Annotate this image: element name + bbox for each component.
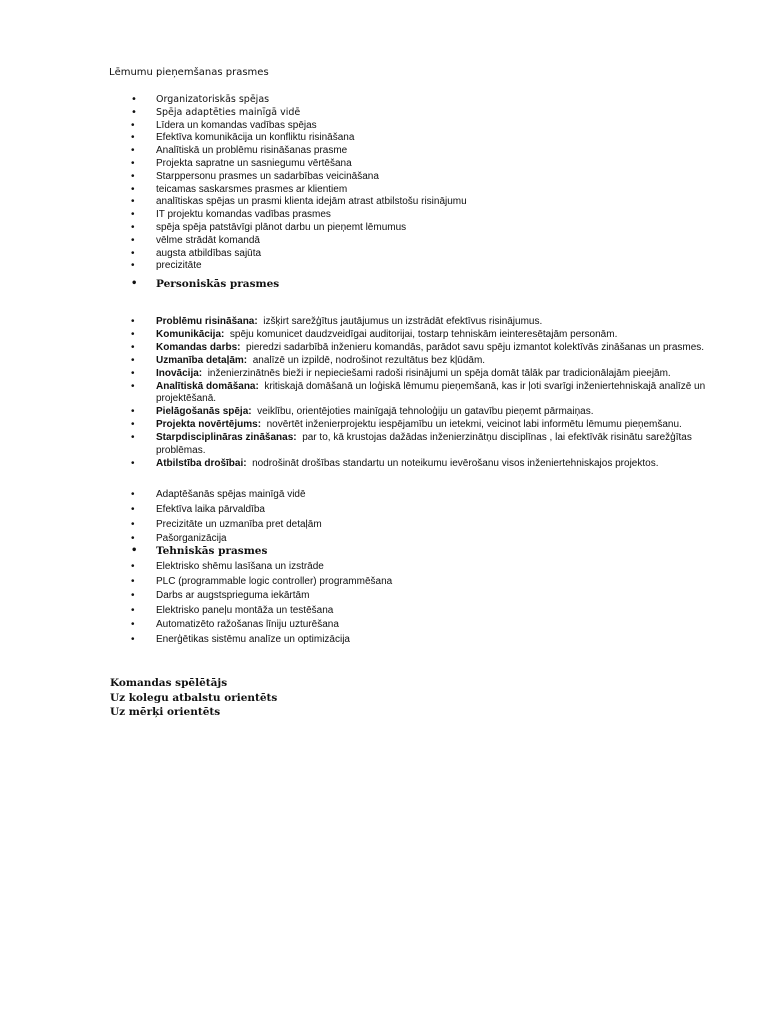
bullet-icon: • — [131, 341, 135, 353]
list-item — [131, 183, 716, 197]
detail-term: Uzmanība detaļām: — [156, 354, 248, 366]
list-item-text: spēja spēja patstāvīgi plānot darbu un pieņemt lēmumus — [156, 221, 407, 233]
section-heading — [131, 545, 716, 558]
bullet-icon: • — [131, 575, 135, 587]
list-item — [131, 209, 716, 222]
bullet-icon: • — [131, 432, 135, 444]
detail-text: kritiskajā domāšanā un loģiskā lēmumu pieņemšanā, kas ir ļoti svarīgi inženiertehniskajā analīzē un projektēšanā. — [156, 380, 706, 405]
bullet-icon: • — [131, 518, 135, 530]
list-item — [131, 106, 716, 120]
bullet-icon: • — [131, 196, 135, 208]
list-item-text: Precizitāte un uzmanība pret detaļām — [156, 518, 322, 530]
list-item-text: Automatizēto ražošanas līniju uzturēšana — [156, 619, 339, 631]
detail-text: nodrošināt drošības standartu un noteikumu ievērošanu visos inženiertehniskajos projektos. — [252, 457, 659, 469]
detail-text: par to, kā krustojas dažādas inženierzinātņu disciplīnas , lai efektīvāk risinātu sarežģītas problēmas. — [156, 432, 692, 457]
list-item — [131, 132, 716, 145]
list-item — [131, 260, 716, 273]
list-item — [131, 119, 716, 133]
list-item-text: analītiskas spējas un prasmi klienta idejām atrast atbilstošu risinājumu — [156, 196, 467, 208]
list-item — [131, 170, 716, 184]
bullet-icon: • — [131, 619, 135, 631]
detail-term: Komunikācija: — [156, 328, 225, 340]
detail-item — [131, 432, 716, 458]
detail-item — [131, 328, 716, 342]
list-item-text: Efektīva laika pārvaldība — [156, 503, 265, 515]
list-item — [131, 196, 716, 209]
list-item — [131, 157, 716, 171]
detail-item — [131, 406, 716, 419]
list-item — [131, 221, 716, 235]
bullet-icon: • — [131, 234, 135, 246]
list-item-text: teicamas saskarsmes prasmes ar klientiem — [156, 183, 348, 195]
bullet-icon: • — [131, 545, 138, 556]
list-item — [131, 604, 716, 619]
bullet-icon: • — [131, 633, 135, 645]
bullet-icon: • — [131, 278, 138, 289]
list-item — [131, 589, 716, 604]
bullet-icon: • — [131, 132, 135, 144]
bullet-icon: • — [131, 367, 135, 379]
list-item — [131, 503, 716, 518]
detail-item — [131, 419, 716, 432]
detail-term: Projekta novērtējums: — [156, 419, 262, 431]
bullet-icon: • — [131, 170, 135, 182]
bullet-icon: • — [131, 457, 135, 469]
list-item-text: Spēja adaptēties mainīgā vidē — [156, 106, 301, 118]
page-title: Lēmumu pieņemšanas prasmes — [109, 67, 269, 78]
bullet-icon: • — [131, 145, 135, 157]
trait-line: Komandas spēlētājs — [110, 677, 228, 689]
list-item-text: Organizatoriskās spējas — [156, 94, 270, 105]
list-item-text: Elektrisko shēmu lasīšana un izstrāde — [156, 561, 324, 572]
trait-line: Uz mērķi orientēts — [110, 706, 221, 718]
bullet-icon: • — [131, 94, 137, 105]
detail-item — [131, 380, 716, 407]
personal-skills-heading — [131, 278, 716, 291]
detail-text: izšķirt sarežģītus jautājumus un izstrādāt efektīvus risinājumus. — [263, 316, 543, 327]
footer-traits — [110, 676, 277, 720]
detail-text: analīzē un izpildē, nodrošinot rezultātus bez kļūdām. — [252, 354, 486, 366]
detail-item — [131, 341, 716, 355]
personal-extra-list — [131, 488, 716, 547]
list-item — [131, 234, 716, 248]
detail-text: veiklību, orientējoties mainīgajā tehnoloģiju un gatavību pieņemt pārmaiņas. — [257, 406, 594, 418]
bullet-icon: • — [131, 260, 135, 272]
list-item-text: vēlme strādāt komandā — [156, 234, 260, 246]
detail-text: pieredzi sadarbībā inženieru komandās, parādot savu spēju izmantot kolektīvās zināšanas un prasmes. — [246, 341, 705, 353]
list-item — [131, 94, 716, 107]
detail-term: Problēmu risināšana: — [156, 316, 258, 327]
list-item-text: Adaptēšanās spējas mainīgā vidē — [156, 489, 306, 500]
bullet-icon: • — [131, 328, 135, 340]
list-item-text: Analītiskā un problēmu risināšanas prasme — [156, 145, 348, 157]
bullet-icon: • — [131, 209, 135, 221]
bullet-icon: • — [131, 354, 135, 366]
list-item-text: Elektrisko paneļu montāža un testēšana — [156, 604, 334, 616]
detail-item — [131, 354, 716, 368]
list-item — [131, 575, 716, 590]
list-item — [131, 560, 716, 575]
detail-item — [131, 367, 716, 381]
detail-term: Atbilstība drošībai: — [156, 457, 247, 469]
list-item — [131, 247, 716, 261]
technical-skills-list — [131, 560, 716, 648]
bullet-icon: • — [131, 503, 135, 515]
bullet-icon: • — [131, 533, 135, 545]
list-item — [131, 145, 716, 158]
bullet-icon: • — [131, 247, 135, 259]
list-item-text: Efektīva komunikācija un konfliktu risināšana — [156, 132, 355, 144]
detail-item — [131, 457, 716, 471]
skills-list — [131, 94, 716, 273]
detail-text: novērtēt inženierprojektu iespējamību un ietekmi, veicinot labi informētu lēmumu pieņemšanu. — [266, 419, 682, 431]
bullet-icon: • — [131, 406, 135, 418]
list-item — [131, 618, 716, 633]
list-item-text: Projekta sapratne un sasniegumu vērtēšana — [156, 157, 352, 169]
list-item — [131, 633, 716, 648]
section-heading-text: Personiskās prasmes — [156, 278, 280, 290]
list-item-text: augsta atbildības sajūta — [156, 247, 262, 259]
trait-line: Uz kolegu atbalstu orientēts — [110, 691, 278, 704]
bullet-icon: • — [131, 561, 135, 572]
section-heading — [131, 278, 716, 291]
bullet-icon: • — [131, 221, 135, 233]
detail-term: Starpdisciplināras zināšanas: — [156, 432, 297, 444]
personal-skills-details — [131, 316, 716, 471]
detail-item — [131, 316, 716, 329]
bullet-icon: • — [131, 183, 135, 195]
list-item — [131, 488, 716, 503]
section-heading-text: Tehniskās prasmes — [156, 545, 268, 557]
list-item-text: IT projektu komandas vadības prasmes — [156, 209, 331, 221]
list-item-text: Pašorganizācija — [156, 533, 227, 545]
bullet-icon: • — [131, 590, 135, 602]
list-item-text: PLC (programmable logic controller) programmēšana — [156, 575, 393, 587]
list-item-text: Līdera un komandas vadības spējas — [156, 119, 317, 131]
list-item-text: Starppersonu prasmes un sadarbības veicināšana — [156, 170, 379, 182]
bullet-icon: • — [131, 316, 135, 327]
detail-term: Inovācija: — [156, 367, 203, 379]
detail-term: Analītiskā domāšana: — [156, 380, 259, 392]
bullet-icon: • — [131, 106, 137, 118]
technical-skills-heading — [131, 545, 716, 558]
detail-term: Komandas darbs: — [156, 341, 241, 353]
bullet-icon: • — [131, 157, 135, 169]
bullet-icon: • — [131, 489, 135, 500]
list-item-text: Enerģētikas sistēmu analīze un optimizācija — [156, 633, 350, 645]
list-item-text: Darbs ar augstsprieguma iekārtām — [156, 590, 310, 602]
bullet-icon: • — [131, 604, 135, 616]
bullet-icon: • — [131, 419, 135, 431]
bullet-icon: • — [131, 380, 135, 392]
list-item-text: precizitāte — [156, 260, 202, 272]
detail-text: inženierzinātnēs bieži ir nepieciešami radoši risinājumi un spēja domāt tālāk par tradicionālajām pieejām. — [207, 367, 671, 379]
list-item — [131, 518, 716, 533]
detail-text: spēju komunicet daudzveidīgai auditorijai, tostarp tehniskām ieinteresētajām personām. — [229, 328, 618, 340]
detail-term: Pielāgošanās spēja: — [156, 406, 252, 418]
bullet-icon: • — [131, 119, 135, 131]
